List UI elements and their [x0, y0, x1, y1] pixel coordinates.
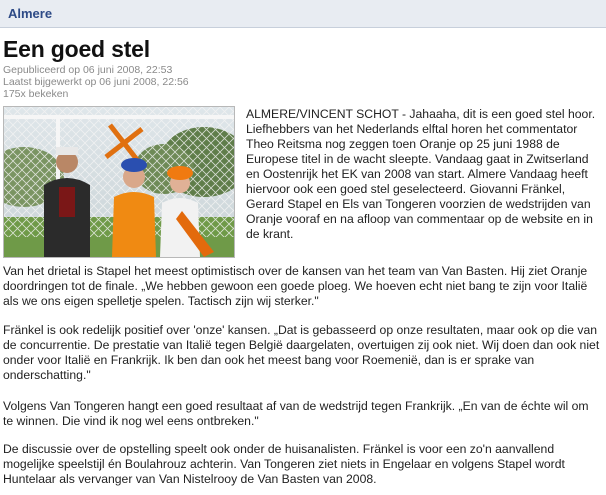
- breadcrumb-almere[interactable]: Almere: [8, 6, 53, 21]
- paragraph-5: De discussie over de opstelling speelt ook onder de huisanalisten. Fränkel is voor een zo'n aanvallend mogelijke speelstijl én Boulahrouz achterin. Van Tongeren ziet niets in Engelaar en volgens Stapel wordt Huntelaar als vervanger van Van Nistelrooy de Van Basten van 2008.: [3, 442, 565, 486]
- section-header-bar: [0, 0, 606, 28]
- intro-paragraph: ALMERE/VINCENT SCHOT - Jahaaha, dit is een goed stel hoor. Liefhebbers van het Nederlands elftal horen het commentator Theo Reitsma nog zeggen toen Oranje op 25 juni 1988 de Europese titel in de wacht sleepte. Vandaag gaat in Zwitserland en Oostenrijk het EK van 2008 van start. Almere Vandaag heeft hiervoor ook een goed stel geselecteerd. Giovanni Fränkel, Gerard Stapel en Els van Tongeren voorzien de wedstrijden van Oranje vooraf en na afloop van commentaar op de website en in de krant.: [246, 107, 596, 241]
- article-title: Een goed stel: [3, 36, 150, 62]
- view-count: 175x bekeken: [3, 88, 69, 100]
- published-date: Gepubliceerd op 06 juni 2008, 22:53: [3, 64, 173, 76]
- photo-illustration: [4, 107, 235, 258]
- updated-date: Laatst bijgewerkt op 06 juni 2008, 22:56: [3, 76, 189, 88]
- article-photo: [3, 106, 235, 258]
- paragraph-3: Fränkel is ook redelijk positief over 'onze' kansen. „Dat is gebasseerd op onze resultaten, maar ook op die van de concurrentie. De prestatie van Italië tegen België daargelaten, overtuigen zij ook niet. Wij doen dan ook niet onder voor Italië en Frankrijk. Ik ben dan ook het meest bang voor Roemenië, dan is er sprake van onderschatting.": [3, 323, 600, 382]
- paragraph-2: Van het drietal is Stapel het meest optimistisch over de kansen van het team van Van Basten. Hij ziet Oranje doordringen tot de finale. „We hebben gewoon een goede ploeg. We hoeven echt niet bang te zijn voor Italië als we ons eigen spelletje spelen. Tactisch zijn wij sterker.": [3, 264, 588, 308]
- paragraph-4: Volgens Van Tongeren hangt een goed resultaat af van de wedstrijd tegen Frankrijk. „En van de échte wil om te winnen. Die vind ik nog wel eens ontbreken.": [3, 399, 589, 428]
